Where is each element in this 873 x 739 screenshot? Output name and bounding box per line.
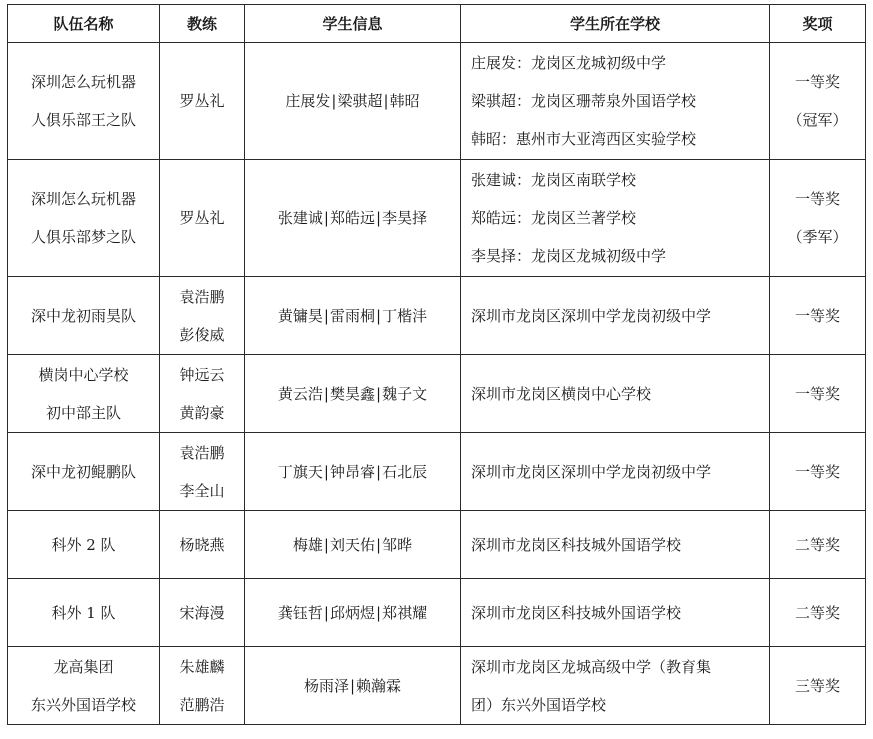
schools-cell: [461, 647, 770, 725]
team-name-line: 人俱乐部梦之队: [30, 228, 136, 246]
student-name: 钟昂睿: [329, 462, 375, 481]
award-cell: [770, 43, 866, 160]
school-line: 李昊择：龙岗区龙城初级中学: [471, 247, 667, 265]
award-cell: [770, 647, 866, 725]
table-row: [8, 277, 866, 355]
separator: |: [376, 306, 382, 325]
students-cell: [245, 511, 461, 579]
team-name-line: 深圳怎么玩机器: [30, 190, 136, 208]
separator: |: [349, 676, 356, 695]
coach-cell: [160, 160, 245, 277]
header-schools: 学生所在学校: [461, 5, 770, 43]
team-name-line: 初中部主队: [45, 403, 121, 422]
student-name: 丁楷沣: [382, 306, 428, 325]
students-cell: [245, 160, 461, 277]
students-cell: [245, 647, 461, 725]
team-name-line: 深中龙初雨昊队: [30, 306, 136, 325]
student-name: 邱炳煜: [329, 603, 375, 622]
coach-name: 袁浩鹏: [179, 443, 225, 462]
team-name-line: 横岗中心学校: [38, 365, 129, 384]
schools-cell: [461, 43, 770, 160]
team-name-line: 科外 2 队: [51, 535, 116, 554]
team-cell: [8, 511, 160, 579]
separator: |: [383, 92, 389, 110]
separator: |: [323, 603, 329, 622]
separator: |: [376, 384, 382, 403]
student-name: 龚钰哲: [277, 603, 323, 622]
coach-name: 范鹏浩: [179, 695, 225, 714]
separator: |: [323, 384, 329, 403]
award-cell: [770, 511, 866, 579]
header-row: [8, 5, 866, 43]
team-cell: [8, 160, 160, 277]
coach-name: 彭俊威: [179, 325, 225, 344]
students-cell: [245, 579, 461, 647]
team-cell: [8, 579, 160, 647]
student-name: 邹晔: [382, 535, 413, 554]
school-line: 郑皓远：龙岗区兰著学校: [471, 209, 637, 227]
school-line: 团）东兴外国语学校: [471, 695, 607, 714]
table-row: [8, 160, 866, 277]
students-cell: [245, 43, 461, 160]
schools-cell: [461, 355, 770, 433]
student-name: 张建诚: [277, 209, 323, 227]
coach-name: 宋海漫: [179, 603, 225, 622]
coach-name: 罗丛礼: [179, 209, 225, 227]
award-cell: [770, 433, 866, 511]
school-line: 深圳市龙岗区科技城外国语学校: [471, 535, 682, 554]
team-cell: [8, 277, 160, 355]
separator: |: [323, 306, 329, 325]
header-team: 队伍名称: [8, 5, 160, 43]
coach-name: 罗丛礼: [179, 92, 225, 110]
separator: |: [376, 209, 382, 227]
student-name: 梅雄: [292, 535, 323, 554]
results-table-container: [7, 4, 866, 725]
award-level: 一等奖: [794, 306, 840, 325]
table-row: [8, 43, 866, 160]
student-name: 郑祺耀: [382, 603, 428, 622]
team-cell: [8, 433, 160, 511]
separator: |: [323, 462, 329, 481]
team-name-line: 科外 1 队: [51, 603, 116, 622]
student-name: 韩昭: [389, 92, 420, 110]
student-name: 樊昊鑫: [329, 384, 375, 403]
table-row: [8, 511, 866, 579]
award-cell: [770, 277, 866, 355]
student-name: 丁旗天: [277, 462, 323, 481]
schools-cell: [461, 579, 770, 647]
coach-name: 李全山: [179, 481, 225, 500]
school-line: 深圳市龙岗区龙城高级中学（教育集: [471, 657, 712, 676]
award-cell: [770, 579, 866, 647]
award-level: 一等奖: [794, 384, 840, 403]
schools-cell: [461, 277, 770, 355]
student-name: 李昊择: [382, 209, 428, 227]
award-level: 一等奖: [794, 190, 840, 208]
team-cell: [8, 43, 160, 160]
student-name: 黄镛昊: [277, 306, 323, 325]
school-line: 韩昭：惠州市大亚湾西区实验学校: [471, 130, 697, 148]
table-row: [8, 433, 866, 511]
school-line: 深圳市龙岗区深圳中学龙岗初级中学: [471, 306, 712, 325]
separator: |: [376, 603, 382, 622]
table-row: [8, 355, 866, 433]
award-cell: [770, 355, 866, 433]
award-note: （冠军）: [787, 111, 848, 129]
award-note: （季军）: [787, 228, 848, 246]
team-name-line: 东兴外国语学校: [30, 695, 136, 714]
school-line: 深圳市龙岗区横岗中心学校: [471, 384, 652, 403]
award-results-table: [7, 4, 866, 725]
award-cell: [770, 160, 866, 277]
school-line: 深圳市龙岗区科技城外国语学校: [471, 603, 682, 622]
award-level: 三等奖: [794, 676, 840, 695]
award-level: 一等奖: [794, 462, 840, 481]
table-row: [8, 647, 866, 725]
student-name: 石北辰: [382, 462, 428, 481]
coach-name: 袁浩鹏: [179, 287, 225, 306]
student-name: 赖瀚霖: [356, 676, 402, 695]
coach-cell: [160, 355, 245, 433]
student-name: 郑皓远: [329, 209, 375, 227]
separator: |: [323, 209, 329, 227]
schools-cell: [461, 511, 770, 579]
coach-cell: [160, 511, 245, 579]
coach-name: 朱雄麟: [179, 657, 225, 676]
coach-name: 杨晓燕: [179, 535, 225, 554]
student-name: 魏子文: [382, 384, 428, 403]
award-level: 二等奖: [794, 603, 840, 622]
student-name: 黄云浩: [277, 384, 323, 403]
school-line: 庄展发：龙岗区龙城初级中学: [471, 54, 667, 72]
school-line: 深圳市龙岗区深圳中学龙岗初级中学: [471, 462, 712, 481]
student-name: 梁骐超: [337, 92, 383, 110]
students-cell: [245, 355, 461, 433]
students-cell: [245, 433, 461, 511]
award-level: 一等奖: [794, 73, 840, 91]
student-name: 雷雨桐: [329, 306, 375, 325]
schools-cell: [461, 433, 770, 511]
separator: |: [323, 535, 329, 554]
student-name: 庄展发: [285, 92, 331, 110]
school-line: 梁骐超：龙岗区珊蒂泉外国语学校: [471, 92, 697, 110]
team-name-line: 龙高集团: [53, 657, 114, 676]
student-name: 刘天佑: [329, 535, 375, 554]
header-award: 奖项: [770, 5, 866, 43]
team-name-line: 深中龙初鲲鹏队: [30, 462, 136, 481]
coach-name: 黄韵豪: [179, 403, 225, 422]
coach-cell: [160, 277, 245, 355]
coach-name: 钟远云: [179, 365, 225, 384]
header-coach: 教练: [160, 5, 245, 43]
students-cell: [245, 277, 461, 355]
team-cell: [8, 355, 160, 433]
header-students: 学生信息: [245, 5, 461, 43]
coach-cell: [160, 433, 245, 511]
separator: |: [376, 535, 382, 554]
team-name-line: 深圳怎么玩机器: [30, 73, 136, 91]
team-cell: [8, 647, 160, 725]
table-row: [8, 579, 866, 647]
team-name-line: 人俱乐部王之队: [30, 111, 136, 129]
coach-cell: [160, 579, 245, 647]
schools-cell: [461, 160, 770, 277]
separator: |: [376, 462, 382, 481]
award-level: 二等奖: [794, 535, 840, 554]
student-name: 杨雨泽: [303, 676, 349, 695]
coach-cell: [160, 647, 245, 725]
separator: |: [331, 92, 337, 110]
school-line: 张建诚：龙岗区南联学校: [471, 171, 637, 189]
coach-cell: [160, 43, 245, 160]
